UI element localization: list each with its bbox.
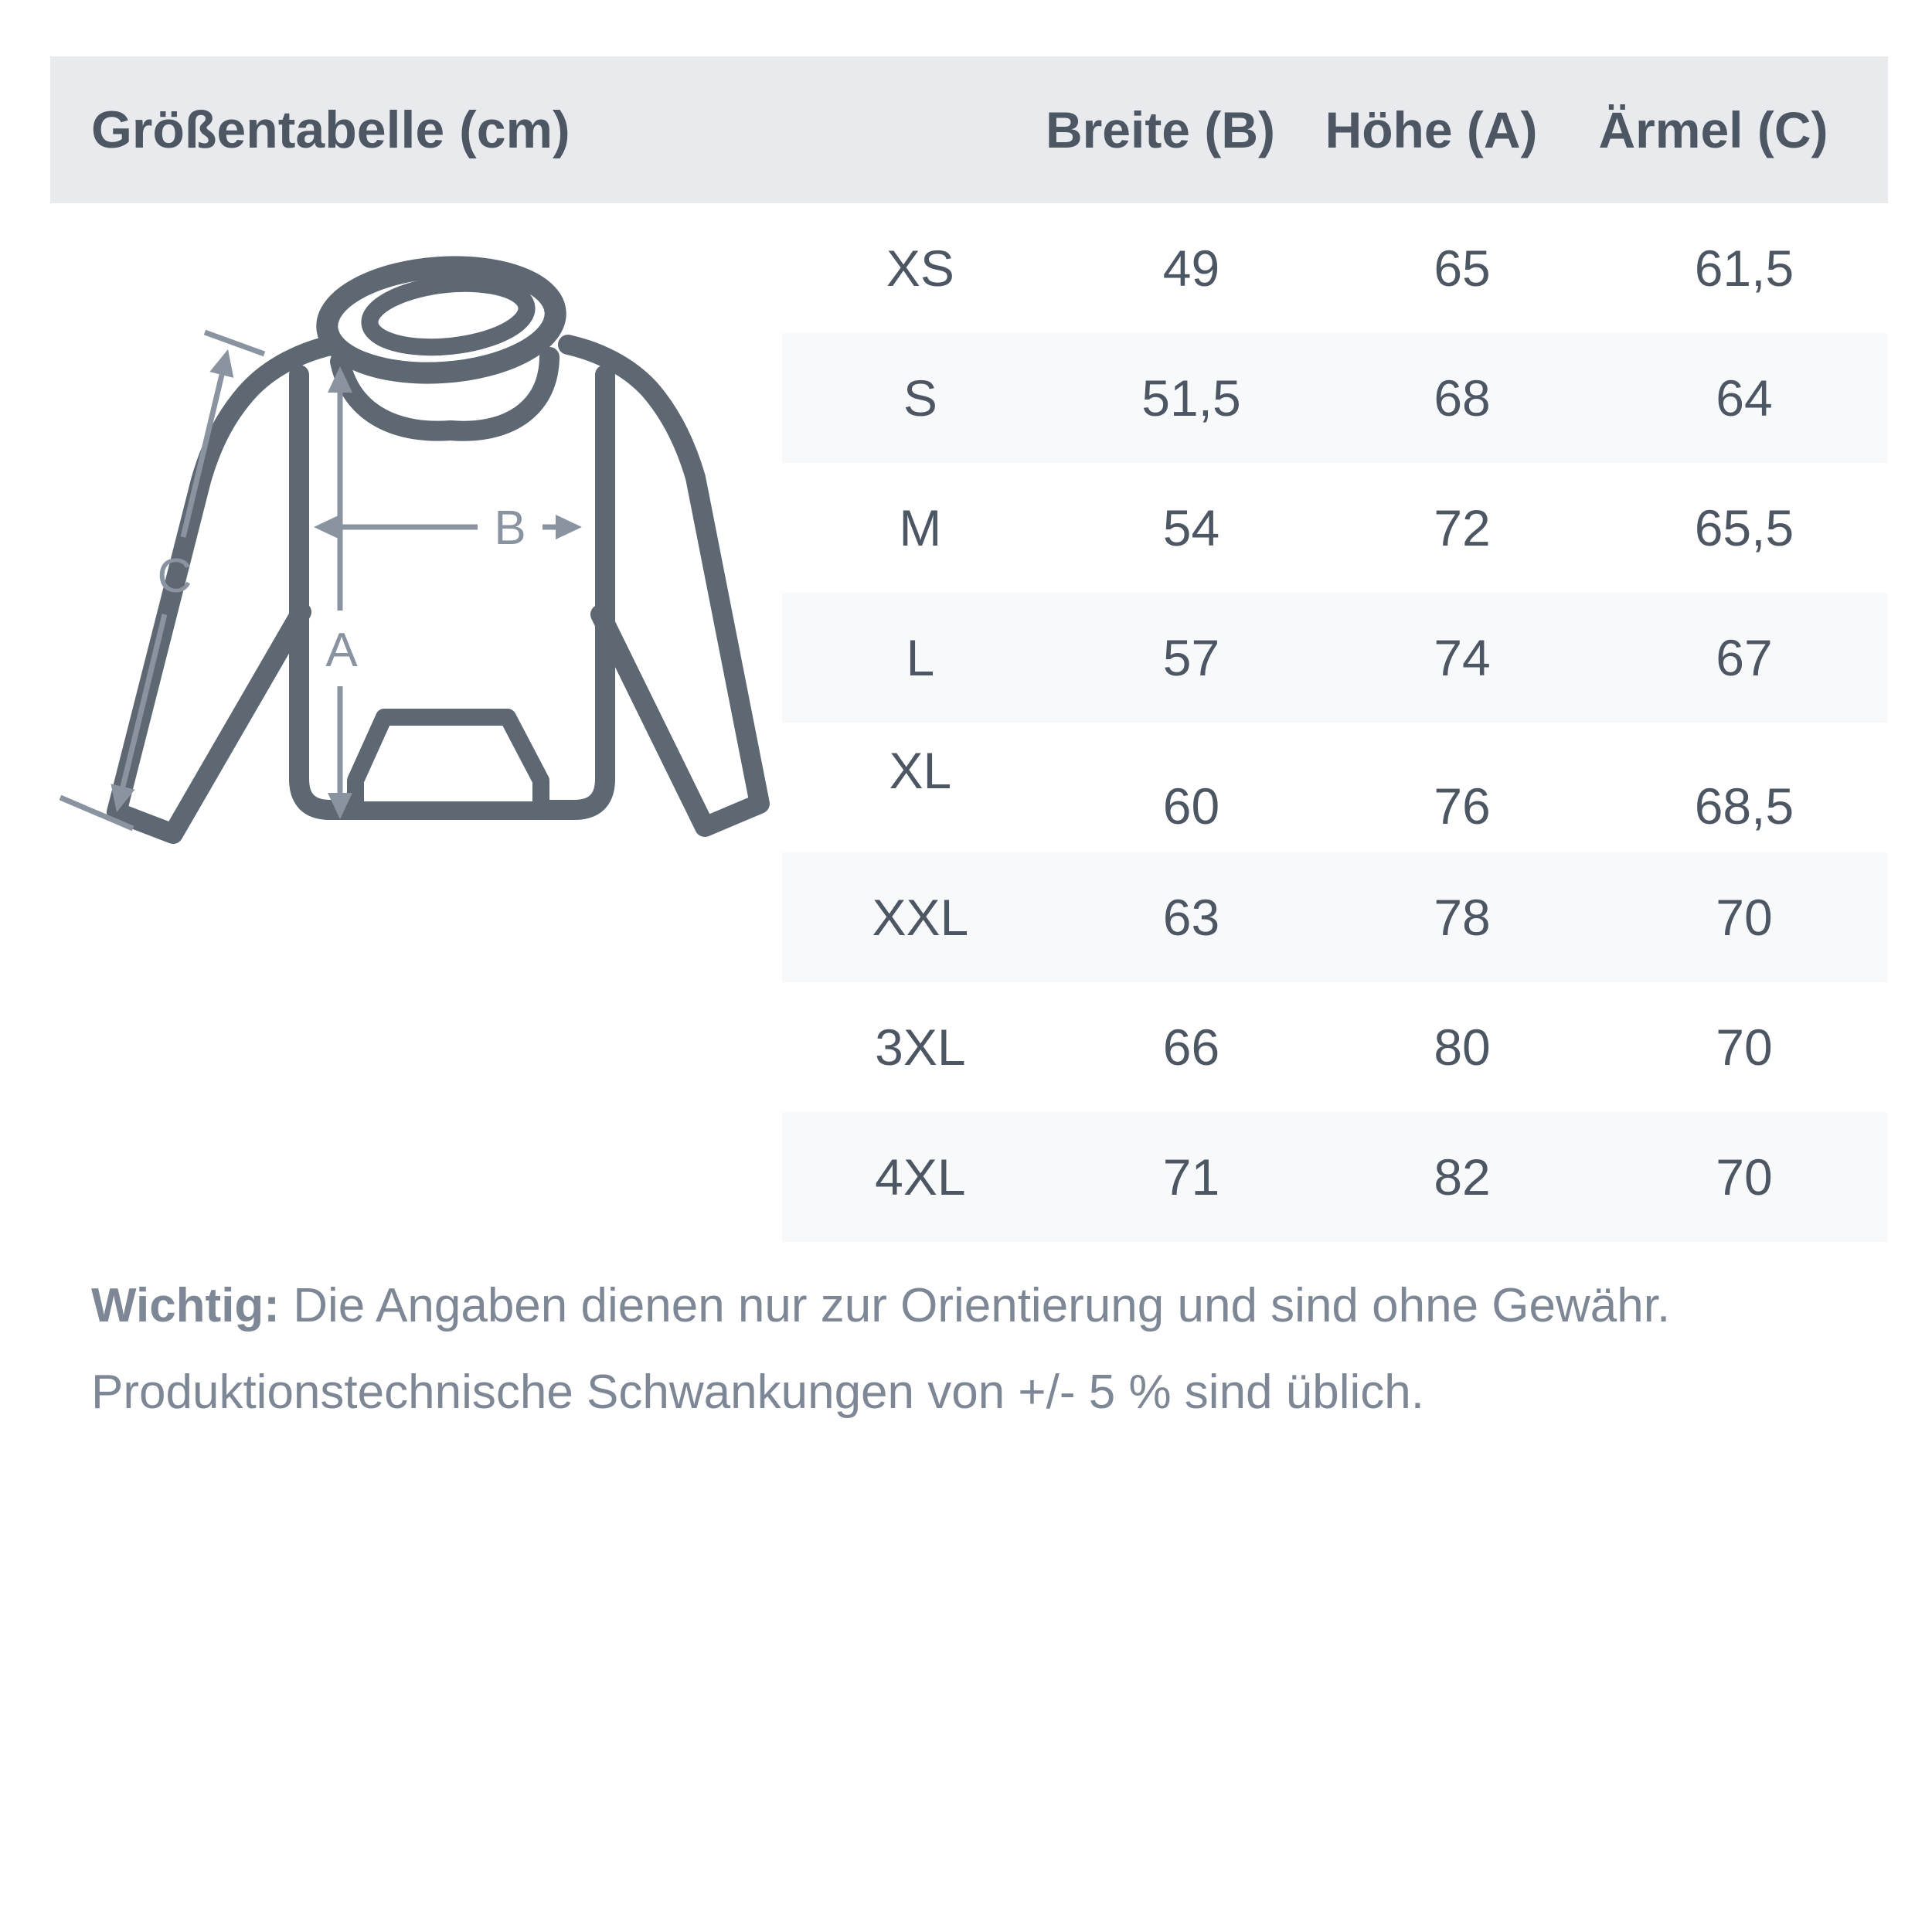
hoehe-cell: 76 (1434, 777, 1491, 835)
table-row (50, 593, 1888, 723)
breite-cell: 57 (1162, 629, 1220, 686)
size-cell: 3XL (875, 1019, 966, 1076)
breite-cell: 66 (1162, 1019, 1220, 1076)
aermel-cell: 68,5 (1694, 777, 1794, 835)
width-label: B (494, 502, 526, 555)
size-cell: XXL (872, 889, 969, 946)
aermel-cell: 65,5 (1694, 499, 1794, 556)
breite-cell: 71 (1162, 1148, 1220, 1206)
table-header (50, 56, 1888, 203)
table-row (50, 723, 1888, 852)
hoehe-cell: 68 (1434, 369, 1491, 427)
disclaimer-line-2: Produktionstechnische Schwankungen von +/- 5 % sind üblich. (91, 1366, 1424, 1419)
breite-cell: 51,5 (1141, 369, 1241, 427)
breite-cell: 49 (1162, 240, 1220, 297)
table-row (50, 203, 1888, 333)
table-row (50, 463, 1888, 593)
table-row (50, 852, 1888, 982)
size-cell: L (906, 629, 935, 686)
aermel-cell: 67 (1716, 629, 1773, 686)
size-table-body (50, 203, 1888, 1242)
column-header-hoehe: Höhe (A) (1325, 101, 1538, 158)
table-row (50, 1112, 1888, 1242)
table-row (50, 982, 1888, 1112)
size-cell: M (899, 499, 942, 556)
sleeve-label: C (157, 549, 192, 603)
hoehe-cell: 72 (1434, 499, 1491, 556)
disclaimer-note (91, 1263, 1884, 1436)
disclaimer-emphasis: Wichtig: (91, 1279, 280, 1332)
breite-cell: 54 (1162, 499, 1220, 556)
aermel-cell: 64 (1716, 369, 1773, 427)
hoehe-cell: 78 (1434, 889, 1491, 946)
size-cell: 4XL (875, 1148, 966, 1206)
table-row (50, 333, 1888, 463)
aermel-cell: 70 (1716, 1148, 1773, 1206)
breite-cell: 63 (1162, 889, 1220, 946)
hoehe-cell: 80 (1434, 1019, 1491, 1076)
hoehe-cell: 82 (1434, 1148, 1491, 1206)
disclaimer-line-1 (91, 1263, 1884, 1349)
height-label: A (325, 624, 358, 677)
disclaimer-text-1: Die Angaben dienen nur zur Orientierung und sind ohne Gewähr. (293, 1279, 1671, 1332)
column-header-aermel: Ärmel (C) (1598, 101, 1828, 158)
size-cell: S (903, 369, 937, 427)
size-cell: XS (886, 240, 954, 297)
column-header-breite: Breite (B) (1045, 101, 1275, 158)
aermel-cell: 70 (1716, 889, 1773, 946)
page-title: Größentabelle (cm) (91, 100, 570, 159)
size-cell: XL (889, 742, 952, 799)
column-headers (751, 56, 1857, 203)
breite-cell: 60 (1162, 777, 1220, 835)
hoehe-cell: 65 (1434, 240, 1491, 297)
aermel-cell: 61,5 (1694, 240, 1794, 297)
hoehe-cell: 74 (1434, 629, 1491, 686)
aermel-cell: 70 (1716, 1019, 1773, 1076)
